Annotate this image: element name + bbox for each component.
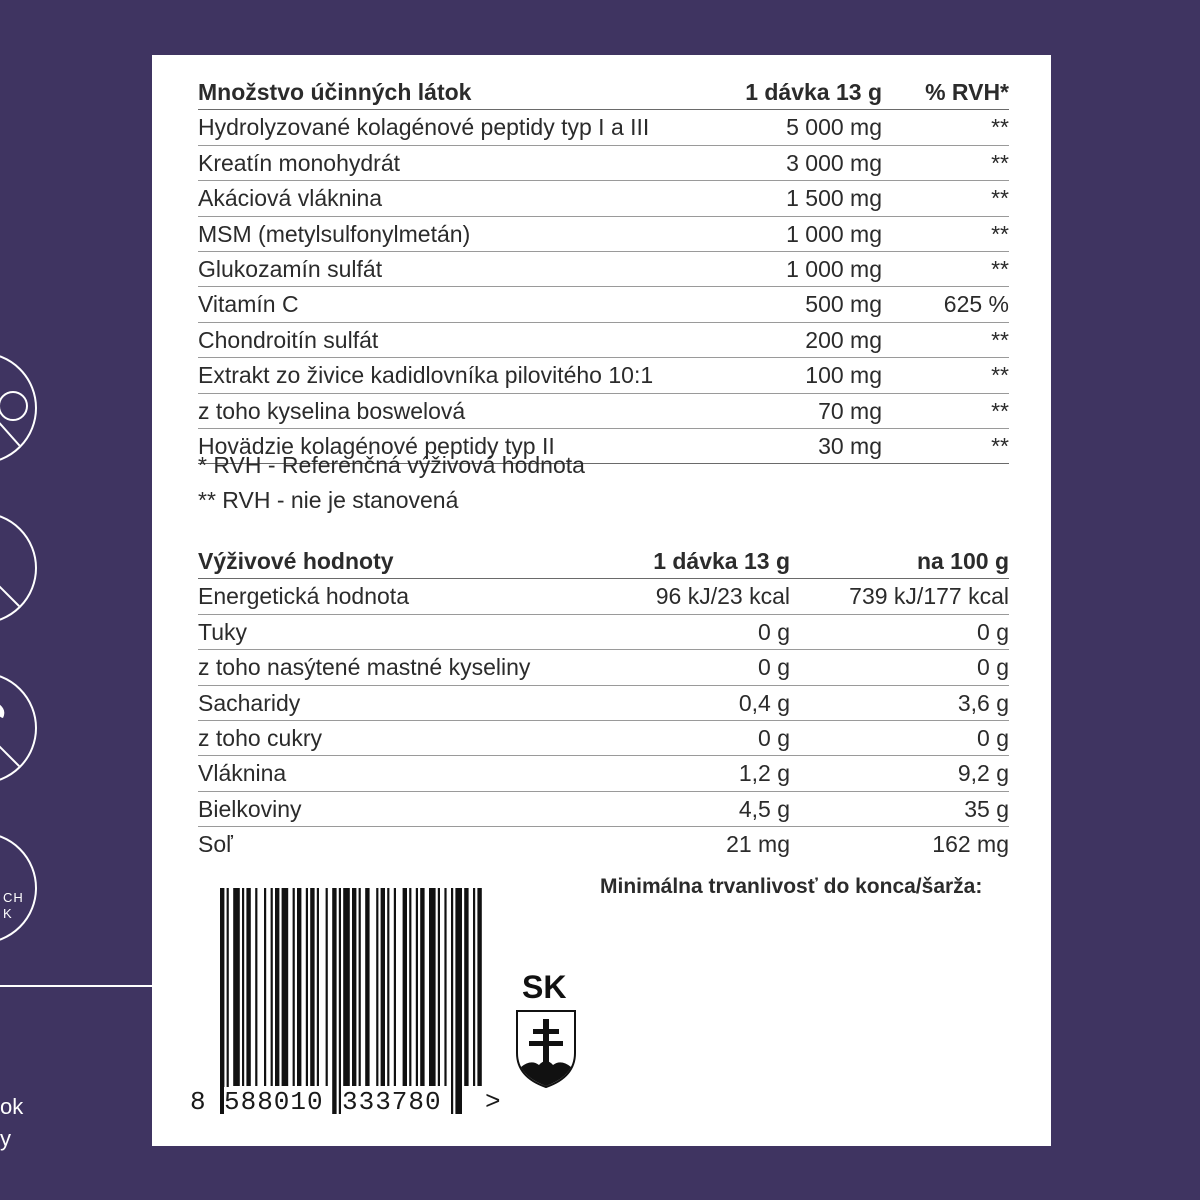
nutrition-cell-dose: 0 g bbox=[616, 614, 790, 649]
barcode-digits-group-2: 333780 bbox=[342, 1087, 442, 1117]
table-row bbox=[198, 756, 1009, 791]
composition-cell-name: Akáciová vláknina bbox=[198, 181, 738, 216]
table-row bbox=[198, 721, 1009, 756]
nutrition-cell-dose: 0 g bbox=[616, 650, 790, 685]
expiry-batch-label: Minimálna trvanlivosť do konca/šarža: bbox=[600, 875, 983, 898]
composition-cell-dose: 5 000 mg bbox=[738, 110, 882, 145]
country-code: SK bbox=[522, 969, 567, 1005]
composition-cell-rvh: ** bbox=[882, 216, 1009, 251]
nutrition-cell-name: Bielkoviny bbox=[198, 791, 616, 826]
composition-cell-name: Extrakt zo živice kadidlovníka pilovitého 10:1 bbox=[198, 358, 738, 393]
slovak-coat-of-arms-icon bbox=[513, 1005, 579, 1089]
composition-cell-rvh: ** bbox=[882, 429, 1009, 464]
table-row bbox=[198, 181, 1009, 216]
footnote-rvh-not-set: ** RVH - nie je stanovená bbox=[198, 487, 459, 513]
nutrition-header-dose: 1 dávka 13 g bbox=[616, 544, 790, 579]
composition-cell-rvh: ** bbox=[882, 358, 1009, 393]
composition-cell-dose: 1 000 mg bbox=[738, 252, 882, 287]
composition-cell-dose: 70 mg bbox=[738, 393, 882, 428]
composition-cell-dose: 1 000 mg bbox=[738, 216, 882, 251]
table-row bbox=[198, 579, 1009, 614]
side-badge-icon-1 bbox=[0, 352, 37, 464]
composition-cell-name: Hydrolyzované kolagénové peptidy typ I a III bbox=[198, 110, 738, 145]
composition-cell-rvh: ** bbox=[882, 322, 1009, 357]
composition-header-row bbox=[198, 75, 1009, 110]
composition-cell-dose: 200 mg bbox=[738, 322, 882, 357]
composition-cell-name: MSM (metylsulfonylmetán) bbox=[198, 216, 738, 251]
table-row bbox=[198, 110, 1009, 145]
nutrition-cell-dose: 96 kJ/23 kcal bbox=[616, 579, 790, 614]
composition-cell-name: z toho kyselina boswelová bbox=[198, 393, 738, 428]
barcode-digits-group-1: 588010 bbox=[224, 1087, 324, 1117]
nutrition-cell-per100: 739 kJ/177 kcal bbox=[790, 579, 1009, 614]
composition-cell-dose: 3 000 mg bbox=[738, 145, 882, 180]
nutrition-cell-per100: 0 g bbox=[790, 721, 1009, 756]
composition-cell-rvh: 625 % bbox=[882, 287, 1009, 322]
composition-cell-dose: 1 500 mg bbox=[738, 181, 882, 216]
side-badge-text: CH K bbox=[3, 890, 24, 921]
table-row bbox=[198, 685, 1009, 720]
table-row bbox=[198, 650, 1009, 685]
composition-cell-rvh: ** bbox=[882, 110, 1009, 145]
nutrition-cell-dose: 4,5 g bbox=[616, 791, 790, 826]
table-row bbox=[198, 827, 1009, 862]
composition-cell-name: Glukozamín sulfát bbox=[198, 252, 738, 287]
nutrition-header-name: Výživové hodnoty bbox=[198, 544, 616, 579]
side-text-line-2: y bbox=[0, 1126, 11, 1151]
composition-header-name: Množstvo účinných látok bbox=[198, 75, 738, 110]
table-row bbox=[198, 216, 1009, 251]
composition-cell-rvh: ** bbox=[882, 252, 1009, 287]
table-row bbox=[198, 358, 1009, 393]
nutrition-cell-dose: 1,2 g bbox=[616, 756, 790, 791]
nutrition-cell-name: z toho nasýtené mastné kyseliny bbox=[198, 650, 616, 685]
table-row bbox=[198, 393, 1009, 428]
composition-cell-rvh: ** bbox=[882, 181, 1009, 216]
nutrition-cell-name: Energetická hodnota bbox=[198, 579, 616, 614]
nutrition-cell-per100: 9,2 g bbox=[790, 756, 1009, 791]
nutrition-cell-per100: 3,6 g bbox=[790, 685, 1009, 720]
table-row bbox=[198, 252, 1009, 287]
barcode-digit-first: 8 bbox=[190, 1087, 206, 1117]
barcode-end-mark: > bbox=[485, 1087, 501, 1117]
side-badge-icon-3 bbox=[0, 672, 37, 784]
composition-header-rvh: % RVH* bbox=[882, 75, 1009, 110]
nutrition-cell-dose: 21 mg bbox=[726, 831, 790, 858]
side-text-line-1: ok bbox=[0, 1094, 24, 1119]
label-panel bbox=[152, 55, 1051, 1146]
nutrition-cell-per100: 35 g bbox=[790, 791, 1009, 826]
nutrition-cell-name: z toho cukry bbox=[198, 721, 616, 756]
composition-cell-dose: 30 mg bbox=[738, 429, 882, 464]
table-row bbox=[198, 287, 1009, 322]
nutrition-cell-name: Vláknina bbox=[198, 756, 616, 791]
nutrition-header-per100: na 100 g bbox=[790, 544, 1009, 579]
footnote-rvh: * RVH - Referenčná výživová hodnota bbox=[198, 452, 585, 478]
composition-cell-name: Kreatín monohydrát bbox=[198, 145, 738, 180]
nutrition-table bbox=[198, 544, 1009, 862]
table-row bbox=[198, 791, 1009, 826]
side-badge-icon-4 bbox=[0, 832, 37, 944]
composition-cell-name: Vitamín C bbox=[198, 287, 738, 322]
composition-cell-name: Hovädzie kolagénové peptidy typ II bbox=[198, 429, 738, 464]
nutrition-cell-per100: 162 mg bbox=[932, 831, 1009, 858]
table-row bbox=[198, 614, 1009, 649]
composition-cell-name: Chondroitín sulfát bbox=[198, 322, 738, 357]
composition-cell-dose: 500 mg bbox=[738, 287, 882, 322]
nutrition-cell-name: Soľ bbox=[198, 831, 233, 858]
nutrition-cell-name: Sacharidy bbox=[198, 685, 616, 720]
nutrition-cell-dose: 0 g bbox=[616, 721, 790, 756]
composition-header-dose: 1 dávka 13 g bbox=[738, 75, 882, 110]
nutrition-cell-name: Tuky bbox=[198, 614, 616, 649]
composition-table bbox=[198, 75, 1009, 464]
side-divider bbox=[0, 985, 152, 987]
composition-cell-rvh: ** bbox=[882, 145, 1009, 180]
composition-cell-dose: 100 mg bbox=[738, 358, 882, 393]
table-row bbox=[198, 145, 1009, 180]
nutrition-cell-dose: 0,4 g bbox=[616, 685, 790, 720]
nutrition-header-row bbox=[198, 544, 1009, 579]
side-badge-icon-2 bbox=[0, 512, 37, 624]
composition-cell-rvh: ** bbox=[882, 393, 1009, 428]
nutrition-cell-per100: 0 g bbox=[790, 650, 1009, 685]
nutrition-cell-per100: 0 g bbox=[790, 614, 1009, 649]
table-row bbox=[198, 322, 1009, 357]
